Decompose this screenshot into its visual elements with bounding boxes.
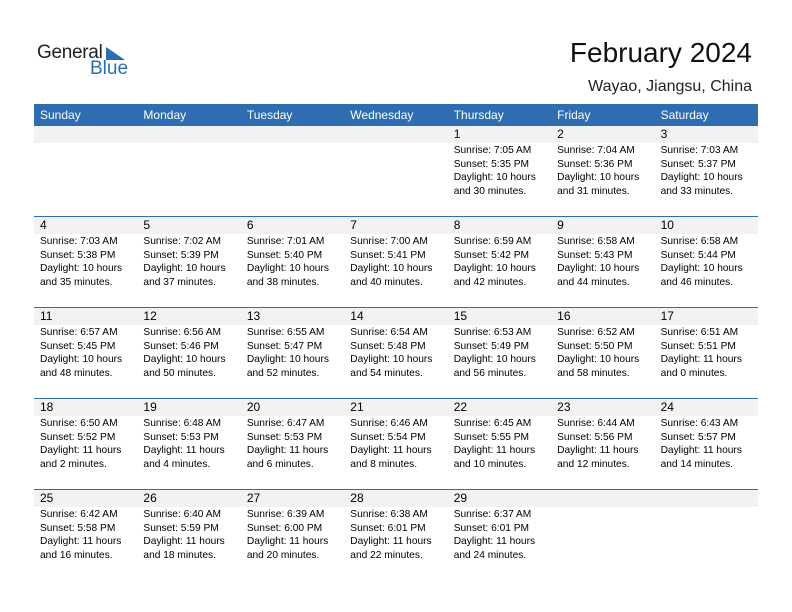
daylight-text: Daylight: 10 hours: [246, 263, 329, 275]
sunrise-text: Sunrise: 6:57 AM: [40, 327, 118, 338]
daylight-text: Daylight: 10 hours: [143, 263, 226, 275]
day-cell: [448, 490, 551, 580]
day-number: 15: [448, 308, 551, 325]
day-number: 18: [34, 399, 137, 416]
calendar-grid: [34, 126, 758, 580]
day-number: 12: [137, 308, 240, 325]
day-number: 22: [448, 399, 551, 416]
day-info: [448, 416, 551, 471]
day-cell: [655, 126, 758, 216]
day-number: 4: [34, 217, 137, 234]
daylight-text: and 40 minutes.: [350, 276, 423, 288]
sunrise-text: Sunrise: 6:43 AM: [660, 418, 739, 429]
day-cell: [137, 399, 240, 489]
sunset-text: Sunset: 5:40 PM: [246, 249, 323, 261]
day-info: [448, 143, 551, 198]
sunrise-text: Sunrise: 6:53 AM: [453, 327, 532, 338]
day-info: [241, 416, 344, 471]
day-number: 20: [241, 399, 344, 416]
sunrise-text: Sunrise: 6:40 AM: [143, 509, 222, 520]
sunset-text: Sunset: 5:37 PM: [660, 158, 736, 170]
day-info: [241, 234, 344, 289]
sunset-text: Sunset: 5:44 PM: [660, 249, 736, 261]
day-cell: [34, 126, 137, 216]
day-number: 2: [551, 126, 654, 143]
sunrise-text: Sunrise: 6:56 AM: [143, 327, 222, 338]
daylight-text: and 38 minutes.: [246, 276, 320, 288]
sunrise-text: Sunrise: 6:59 AM: [453, 236, 532, 247]
day-cell: [344, 490, 447, 580]
daylight-text: and 12 minutes.: [557, 458, 630, 470]
sunrise-text: Sunrise: 7:00 AM: [350, 236, 428, 247]
daylight-text: and 4 minutes.: [143, 458, 211, 470]
daylight-text: and 24 minutes.: [453, 549, 527, 561]
weekday-friday: Friday: [557, 108, 591, 122]
day-number: 3: [655, 126, 758, 143]
daylight-text: Daylight: 11 hours: [557, 445, 639, 457]
sunrise-text: Sunrise: 7:03 AM: [660, 145, 739, 156]
daylight-text: Daylight: 11 hours: [660, 445, 742, 457]
day-info: [34, 416, 137, 471]
daylight-text: Daylight: 10 hours: [453, 172, 536, 184]
sunset-text: Sunset: 5:38 PM: [40, 249, 116, 261]
day-cell: [551, 490, 654, 580]
sunset-text: Sunset: 5:49 PM: [453, 340, 530, 352]
weekday-saturday: Saturday: [660, 108, 709, 122]
day-number: 21: [344, 399, 447, 416]
daylight-text: Daylight: 10 hours: [143, 354, 226, 366]
day-info: [34, 325, 137, 380]
day-number: 9: [551, 217, 654, 234]
day-number: 24: [655, 399, 758, 416]
daylight-text: Daylight: 10 hours: [350, 263, 433, 275]
daylight-text: Daylight: 10 hours: [246, 354, 329, 366]
sunset-text: Sunset: 5:55 PM: [453, 431, 530, 443]
weekday-sunday: Sunday: [40, 108, 81, 122]
sunset-text: Sunset: 5:39 PM: [143, 249, 219, 261]
day-info: [241, 507, 344, 562]
sunrise-text: Sunrise: 6:50 AM: [40, 418, 118, 429]
day-number: [34, 126, 137, 143]
day-info: [448, 325, 551, 380]
sunrise-text: Sunrise: 6:44 AM: [557, 418, 635, 429]
day-info: [551, 416, 654, 471]
day-info: [551, 325, 654, 380]
sunset-text: Sunset: 5:43 PM: [557, 249, 633, 261]
sunset-text: Sunset: 6:01 PM: [453, 522, 530, 534]
day-info: [137, 234, 240, 289]
sunset-text: Sunset: 5:36 PM: [557, 158, 633, 170]
day-cell: [448, 399, 551, 489]
day-cell: [34, 490, 137, 580]
day-number: 5: [137, 217, 240, 234]
day-info: [344, 143, 447, 144]
day-info: [344, 507, 447, 562]
day-info: [655, 507, 758, 508]
day-cell: [551, 126, 654, 216]
daylight-text: and 14 minutes.: [660, 458, 734, 470]
day-number: 19: [137, 399, 240, 416]
daylight-text: Daylight: 11 hours: [40, 536, 122, 548]
calendar-week-row: [34, 398, 758, 489]
day-cell: [241, 308, 344, 398]
day-cell: [655, 399, 758, 489]
calendar-week-row: [34, 307, 758, 398]
sunrise-text: Sunrise: 7:05 AM: [453, 145, 532, 156]
daylight-text: Daylight: 11 hours: [143, 445, 225, 457]
sunrise-text: Sunrise: 7:02 AM: [143, 236, 222, 247]
daylight-text: Daylight: 10 hours: [453, 263, 536, 275]
daylight-text: Daylight: 10 hours: [557, 263, 640, 275]
sunrise-text: Sunrise: 7:04 AM: [557, 145, 635, 156]
day-cell: [137, 126, 240, 216]
day-info: [137, 507, 240, 562]
sunrise-text: Sunrise: 7:01 AM: [246, 236, 325, 247]
daylight-text: and 30 minutes.: [453, 185, 527, 197]
day-info: [344, 234, 447, 289]
sunset-text: Sunset: 5:54 PM: [350, 431, 426, 443]
daylight-text: and 42 minutes.: [453, 276, 527, 288]
daylight-text: and 44 minutes.: [557, 276, 630, 288]
sunrise-text: Sunrise: 6:46 AM: [350, 418, 428, 429]
sunrise-text: Sunrise: 6:51 AM: [660, 327, 739, 338]
day-cell: [448, 308, 551, 398]
day-info: [344, 416, 447, 471]
weekday-thursday: Thursday: [453, 108, 504, 122]
page-title: February 2024: [569, 37, 752, 68]
daylight-text: and 0 minutes.: [660, 367, 728, 379]
sunset-text: Sunset: 5:47 PM: [246, 340, 323, 352]
daylight-text: and 56 minutes.: [453, 367, 527, 379]
day-number: [655, 490, 758, 507]
day-cell: [137, 217, 240, 307]
daylight-text: and 22 minutes.: [350, 549, 423, 561]
day-number: 29: [448, 490, 551, 507]
daylight-text: and 37 minutes.: [143, 276, 216, 288]
daylight-text: Daylight: 10 hours: [40, 263, 123, 275]
sunset-text: Sunset: 5:51 PM: [660, 340, 736, 352]
day-cell: [137, 308, 240, 398]
daylight-text: Daylight: 11 hours: [143, 536, 225, 548]
daylight-text: and 8 minutes.: [350, 458, 418, 470]
day-cell: [241, 399, 344, 489]
daylight-text: and 6 minutes.: [246, 458, 314, 470]
location-label: Wayao, Jiangsu, China: [588, 78, 752, 95]
sunset-text: Sunset: 5:35 PM: [453, 158, 530, 170]
sunrise-text: Sunrise: 6:58 AM: [660, 236, 739, 247]
sunrise-text: Sunrise: 6:45 AM: [453, 418, 532, 429]
day-number: 11: [34, 308, 137, 325]
sunset-text: Sunset: 5:52 PM: [40, 431, 116, 443]
day-number: 16: [551, 308, 654, 325]
weekday-monday: Monday: [143, 108, 187, 122]
sunset-text: Sunset: 5:53 PM: [246, 431, 323, 443]
day-cell: [551, 308, 654, 398]
daylight-text: and 58 minutes.: [557, 367, 630, 379]
day-info: [241, 325, 344, 380]
day-cell: [655, 308, 758, 398]
sunset-text: Sunset: 5:42 PM: [453, 249, 530, 261]
logo-text-blue: Blue: [90, 58, 129, 79]
calendar-week-row: [34, 489, 758, 580]
day-number: 26: [137, 490, 240, 507]
day-cell: [344, 217, 447, 307]
weekday-wednesday: Wednesday: [350, 108, 414, 122]
daylight-text: Daylight: 11 hours: [40, 445, 122, 457]
daylight-text: Daylight: 10 hours: [557, 172, 640, 184]
day-number: 25: [34, 490, 137, 507]
day-info: [344, 325, 447, 380]
sunset-text: Sunset: 6:01 PM: [350, 522, 426, 534]
day-number: [137, 126, 240, 143]
day-number: 27: [241, 490, 344, 507]
sunset-text: Sunset: 5:46 PM: [143, 340, 219, 352]
daylight-text: Daylight: 11 hours: [350, 445, 432, 457]
daylight-text: and 48 minutes.: [40, 367, 113, 379]
daylight-text: Daylight: 10 hours: [453, 354, 536, 366]
daylight-text: and 54 minutes.: [350, 367, 423, 379]
day-cell: [241, 217, 344, 307]
sunrise-text: Sunrise: 6:54 AM: [350, 327, 428, 338]
daylight-text: and 31 minutes.: [557, 185, 630, 197]
day-info: [448, 234, 551, 289]
sunrise-text: Sunrise: 7:03 AM: [40, 236, 118, 247]
daylight-text: and 33 minutes.: [660, 185, 734, 197]
day-cell: [34, 399, 137, 489]
brand-logo: [37, 42, 137, 82]
daylight-text: Daylight: 11 hours: [246, 445, 329, 457]
day-number: 28: [344, 490, 447, 507]
sunrise-text: Sunrise: 6:38 AM: [350, 509, 428, 520]
day-info: [34, 234, 137, 289]
daylight-text: and 16 minutes.: [40, 549, 113, 561]
sunrise-text: Sunrise: 6:52 AM: [557, 327, 635, 338]
day-number: 1: [448, 126, 551, 143]
day-number: [241, 126, 344, 143]
sunset-text: Sunset: 5:48 PM: [350, 340, 426, 352]
day-number: [344, 126, 447, 143]
day-cell: [344, 399, 447, 489]
day-cell: [241, 126, 344, 216]
day-number: [551, 490, 654, 507]
calendar: [34, 104, 758, 580]
day-info: [655, 143, 758, 198]
day-number: 17: [655, 308, 758, 325]
day-cell: [34, 308, 137, 398]
sunset-text: Sunset: 5:53 PM: [143, 431, 219, 443]
daylight-text: Daylight: 10 hours: [557, 354, 640, 366]
daylight-text: Daylight: 10 hours: [350, 354, 433, 366]
sunrise-text: Sunrise: 6:48 AM: [143, 418, 222, 429]
calendar-week-row: [34, 126, 758, 216]
sunset-text: Sunset: 5:58 PM: [40, 522, 116, 534]
day-info: [137, 325, 240, 380]
day-number: 8: [448, 217, 551, 234]
daylight-text: Daylight: 10 hours: [660, 263, 743, 275]
day-number: 7: [344, 217, 447, 234]
daylight-text: Daylight: 11 hours: [246, 536, 329, 548]
day-info: [448, 507, 551, 562]
sunset-text: Sunset: 5:41 PM: [350, 249, 426, 261]
daylight-text: and 52 minutes.: [246, 367, 320, 379]
sunrise-text: Sunrise: 6:47 AM: [246, 418, 325, 429]
day-cell: [551, 217, 654, 307]
daylight-text: and 46 minutes.: [660, 276, 734, 288]
sunset-text: Sunset: 5:57 PM: [660, 431, 736, 443]
sunset-text: Sunset: 6:00 PM: [246, 522, 323, 534]
day-info: [551, 507, 654, 508]
day-info: [655, 234, 758, 289]
day-info: [551, 143, 654, 198]
daylight-text: Daylight: 11 hours: [453, 536, 536, 548]
day-cell: [137, 490, 240, 580]
sunrise-text: Sunrise: 6:42 AM: [40, 509, 118, 520]
day-number: 10: [655, 217, 758, 234]
day-info: [137, 416, 240, 471]
sunset-text: Sunset: 5:56 PM: [557, 431, 633, 443]
day-number: 6: [241, 217, 344, 234]
day-info: [34, 143, 137, 144]
day-cell: [448, 126, 551, 216]
daylight-text: and 2 minutes.: [40, 458, 107, 470]
day-cell: [551, 399, 654, 489]
day-cell: [655, 490, 758, 580]
daylight-text: Daylight: 11 hours: [350, 536, 432, 548]
daylight-text: and 50 minutes.: [143, 367, 216, 379]
sunset-text: Sunset: 5:59 PM: [143, 522, 219, 534]
daylight-text: Daylight: 10 hours: [40, 354, 123, 366]
day-number: 13: [241, 308, 344, 325]
day-cell: [344, 308, 447, 398]
weekday-header: [34, 104, 758, 126]
daylight-text: Daylight: 11 hours: [660, 354, 742, 366]
daylight-text: and 18 minutes.: [143, 549, 216, 561]
daylight-text: Daylight: 10 hours: [660, 172, 743, 184]
sunset-text: Sunset: 5:45 PM: [40, 340, 116, 352]
day-cell: [344, 126, 447, 216]
sunrise-text: Sunrise: 6:58 AM: [557, 236, 635, 247]
daylight-text: and 20 minutes.: [246, 549, 320, 561]
day-info: [241, 143, 344, 144]
day-info: [655, 416, 758, 471]
daylight-text: and 10 minutes.: [453, 458, 527, 470]
daylight-text: and 35 minutes.: [40, 276, 113, 288]
day-cell: [655, 217, 758, 307]
day-info: [551, 234, 654, 289]
day-info: [34, 507, 137, 562]
day-number: 23: [551, 399, 654, 416]
sunrise-text: Sunrise: 6:37 AM: [453, 509, 532, 520]
day-info: [137, 143, 240, 144]
logo-text-general: General: [37, 42, 103, 63]
calendar-week-row: [34, 216, 758, 307]
day-info: [655, 325, 758, 380]
sunrise-text: Sunrise: 6:39 AM: [246, 509, 325, 520]
day-cell: [241, 490, 344, 580]
sunrise-text: Sunrise: 6:55 AM: [246, 327, 325, 338]
day-number: 14: [344, 308, 447, 325]
daylight-text: Daylight: 11 hours: [453, 445, 536, 457]
day-cell: [34, 217, 137, 307]
sunset-text: Sunset: 5:50 PM: [557, 340, 633, 352]
day-cell: [448, 217, 551, 307]
weekday-tuesday: Tuesday: [246, 108, 293, 122]
